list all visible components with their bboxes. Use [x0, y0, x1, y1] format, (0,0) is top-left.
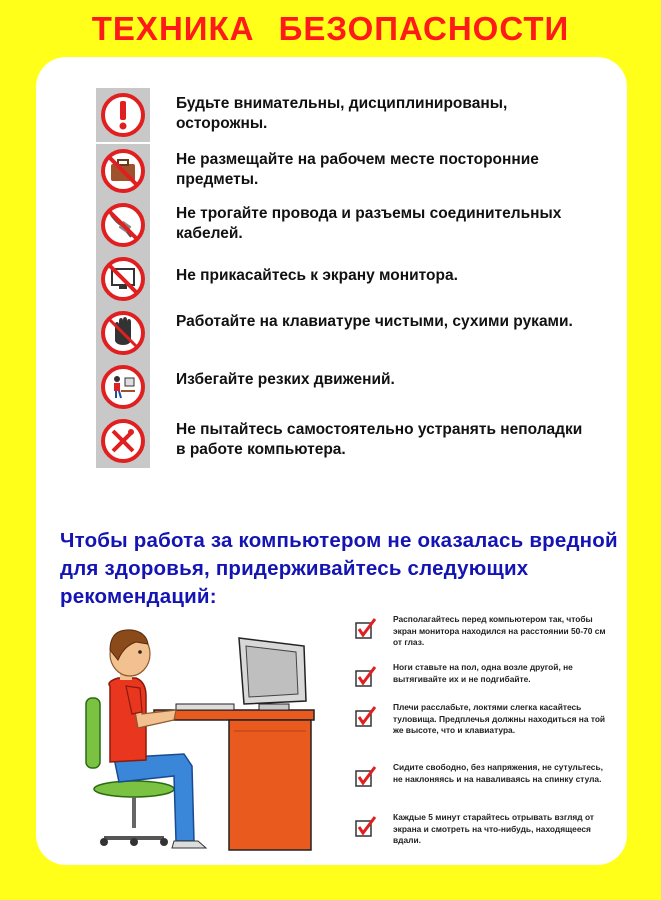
recommendation-text: Ноги ставьте на пол, одна возле другой, не вытягивайте их и не подгибайте. [393, 662, 573, 684]
rule-text: Работайте на клавиатуре чистыми, сухими руками. [176, 313, 573, 330]
page-title: ТЕХНИКА БЕЗОПАСНОСТИ [91, 10, 570, 47]
recommendations-heading: Чтобы работа за компьютером не оказалась вредной для здоровья, придерживайтесь следующих рекомендаций: [60, 529, 618, 608]
rule-text: Не размещайте на рабочем месте посторонние предметы. [176, 151, 539, 188]
hand-icon [96, 306, 150, 360]
recommendation-text: Располагайтесь перед компьютером так, чтобы экран монитора находился на расстоянии 50-70 см от глаз. [393, 614, 606, 647]
recommendation-text: Плечи расслабьте, локтями слегка касайтесь туловища. Предплечья должны находиться на той же высоте, что и клавиатура. [393, 702, 606, 735]
rule-item [96, 144, 616, 198]
rule-item [96, 360, 616, 414]
person-at-computer-icon [96, 360, 150, 414]
no-tools-icon [96, 414, 150, 468]
recommendation-text: Сидите свободно, без напряжения, не сутультесь, не наклоняясь и на наваливаясь на спинку стула. [393, 762, 603, 784]
checkmark-icon [355, 618, 377, 640]
recommendation-text: Каждые 5 минут старайтесь отрывать взгляд от экрана и смотреть на что-нибудь, находящееся вдали. [393, 812, 594, 845]
rule-item [96, 198, 616, 252]
rule-item [96, 414, 616, 468]
rule-text: Не пытайтесь самостоятельно устранять неполадки в работе компьютера. [176, 421, 583, 458]
checkmark-icon [355, 666, 377, 688]
rule-text: Будьте внимательны, дисциплинированы, осторожны. [176, 95, 508, 132]
rule-item [96, 306, 616, 360]
rule-item [96, 88, 616, 142]
checkmark-icon [355, 816, 377, 838]
rule-text: Избегайте резких движений. [176, 371, 395, 388]
checkmark-icon [355, 766, 377, 788]
no-cable-icon [96, 198, 150, 252]
person-at-computer-illustration [74, 616, 344, 861]
rule-item [96, 252, 616, 306]
rule-text: Не трогайте провода и разъемы соединительных кабелей. [176, 205, 562, 242]
exclamation-icon [96, 88, 150, 142]
no-bag-icon [96, 144, 150, 198]
rule-text: Не прикасайтесь к экрану монитора. [176, 267, 458, 284]
no-touch-monitor-icon [96, 252, 150, 306]
checkmark-icon [355, 706, 377, 728]
